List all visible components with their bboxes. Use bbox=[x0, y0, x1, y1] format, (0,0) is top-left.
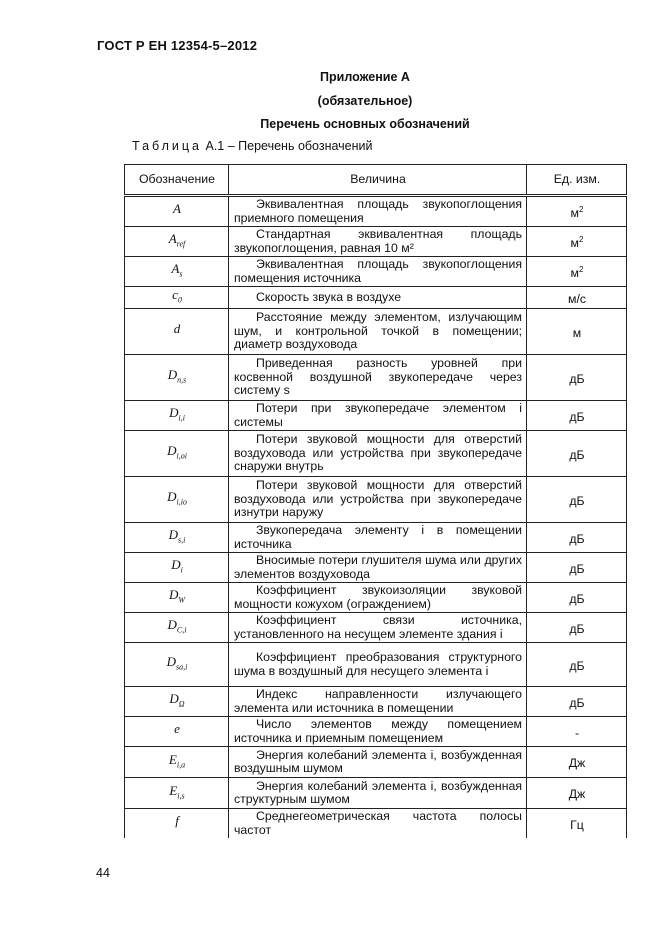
header-quantity: Величина bbox=[229, 165, 527, 196]
description-cell: Коэффициент связи источника, установленного на несущем элементе здания i bbox=[229, 613, 527, 643]
unit-cell bbox=[527, 431, 627, 477]
unit-text: дБ bbox=[569, 531, 585, 546]
unit-text: дБ bbox=[569, 409, 585, 424]
symbol-cell bbox=[125, 583, 229, 613]
unit-text: дБ bbox=[569, 561, 585, 576]
symbol-cell bbox=[125, 196, 229, 227]
unit-cell bbox=[527, 809, 627, 839]
unit-text: дБ bbox=[569, 591, 585, 606]
symbol-subscript: Ω bbox=[178, 699, 185, 709]
symbol-letter: D bbox=[167, 617, 177, 633]
unit-text: дБ bbox=[569, 447, 585, 462]
symbol-subscript: i,i bbox=[178, 413, 185, 423]
symbol-letter: e bbox=[174, 721, 180, 737]
symbol-letter: D bbox=[167, 367, 178, 383]
unit-cell bbox=[527, 747, 627, 778]
symbol-cell bbox=[125, 257, 229, 287]
symbol-letter: D bbox=[168, 587, 179, 603]
symbol-subscript: i bbox=[180, 565, 183, 575]
description-cell: Потери звуковой мощности для отверстий воздуховода или устройства при звукопередаче снаружи внутрь bbox=[229, 431, 527, 477]
table-row bbox=[125, 477, 627, 523]
symbol-letter: c bbox=[172, 287, 178, 302]
table-row bbox=[125, 257, 627, 287]
symbol-cell bbox=[125, 613, 229, 643]
unit-text: м bbox=[570, 235, 579, 250]
unit-text: м bbox=[570, 205, 579, 220]
standard-header: ГОСТ Р ЕН 12354-5–2012 bbox=[97, 38, 258, 53]
unit-cell bbox=[527, 643, 627, 687]
appendix-status: (обязательное) bbox=[317, 94, 413, 108]
symbol-letter: E bbox=[169, 782, 178, 798]
symbol-letter: D bbox=[169, 691, 179, 707]
table-row bbox=[125, 553, 627, 583]
description-cell: Коэффициент звукоизоляции звуковой мощности кожухом (ограждением) bbox=[229, 583, 527, 613]
symbol-cell bbox=[125, 643, 229, 687]
symbol-subscript: i,oi bbox=[176, 451, 187, 461]
description-cell: Звукопередача элементу i в помещении источника bbox=[229, 523, 527, 553]
unit-text: дБ bbox=[569, 658, 585, 673]
unit-cell bbox=[527, 287, 627, 309]
unit-cell bbox=[527, 778, 627, 809]
symbol-letter: D bbox=[171, 557, 181, 573]
symbol-letter: D bbox=[166, 654, 177, 670]
unit-text: м bbox=[572, 325, 582, 340]
table-row bbox=[125, 747, 627, 778]
unit-text: м bbox=[570, 265, 579, 280]
table-row bbox=[125, 613, 627, 643]
description-cell: Энергия колебаний элемента i, возбужденная воздушным шумом bbox=[229, 747, 527, 778]
symbol-subscript: i,io bbox=[176, 497, 187, 507]
table-row bbox=[125, 809, 627, 839]
unit-text: дБ bbox=[569, 371, 585, 386]
symbol-subscript: i,s bbox=[177, 791, 185, 801]
table-body bbox=[125, 196, 627, 839]
description-cell: Приведенная разность уровней при косвенной воздушной звукопередаче через систему s bbox=[229, 355, 527, 401]
table-row bbox=[125, 431, 627, 477]
unit-text: м/с bbox=[567, 291, 587, 306]
symbol-letter: D bbox=[168, 527, 179, 543]
unit-cell bbox=[527, 613, 627, 643]
unit-cell bbox=[527, 477, 627, 523]
symbol-letter: A bbox=[171, 260, 180, 276]
symbols-table bbox=[124, 164, 627, 838]
symbol-letter: D bbox=[169, 405, 179, 421]
unit-superscript: 2 bbox=[579, 264, 584, 274]
symbol-letter: f bbox=[175, 813, 179, 829]
table-row bbox=[125, 687, 627, 717]
unit-cell bbox=[527, 717, 627, 747]
symbol-subscript: C,i bbox=[176, 625, 187, 635]
symbol-cell bbox=[125, 477, 229, 523]
table-row bbox=[125, 309, 627, 355]
symbol-letter: D bbox=[167, 443, 177, 459]
appendix-heading: Перечень основных обозначений bbox=[260, 117, 470, 131]
appendix-title: Приложение А bbox=[320, 70, 410, 84]
symbol-cell bbox=[125, 687, 229, 717]
table-row bbox=[125, 401, 627, 431]
symbol-subscript: W bbox=[178, 595, 186, 605]
symbol-cell bbox=[125, 717, 229, 747]
table-row bbox=[125, 583, 627, 613]
description-cell: Число элементов между помещением источника и приемным помещением bbox=[229, 717, 527, 747]
description-cell: Потери при звукопередаче элементом i системы bbox=[229, 401, 527, 431]
unit-cell bbox=[527, 687, 627, 717]
symbol-cell bbox=[125, 747, 229, 778]
unit-cell bbox=[527, 553, 627, 583]
table-row bbox=[125, 778, 627, 809]
table-header-row bbox=[125, 165, 627, 196]
table-caption-prefix: Таблица bbox=[132, 139, 203, 153]
unit-text: Гц bbox=[570, 817, 584, 832]
description-cell: Вносимые потери глушителя шума или других элементов воздуховода bbox=[229, 553, 527, 583]
description-cell: Коэффициент преобразования структурного шума в воздушный для несущего элемента i bbox=[229, 643, 527, 687]
unit-cell bbox=[527, 309, 627, 355]
description-cell: Эквивалентная площадь звукопоглощения приемного помещения bbox=[229, 196, 527, 227]
symbol-letter: A bbox=[173, 200, 181, 216]
unit-text: Дж bbox=[568, 787, 586, 802]
page-number: 44 bbox=[96, 866, 110, 880]
symbol-subscript: 0 bbox=[177, 295, 182, 305]
unit-superscript: 2 bbox=[579, 234, 584, 244]
description-cell: Среднегеометрическая частота полосы частот bbox=[229, 809, 527, 839]
table-caption-rest: А.1 – Перечень обозначений bbox=[205, 139, 373, 153]
symbol-cell bbox=[125, 809, 229, 839]
unit-text: дБ bbox=[569, 493, 585, 508]
symbol-subscript: n,s bbox=[177, 375, 187, 385]
symbol-cell bbox=[125, 309, 229, 355]
symbol-letter: A bbox=[168, 230, 177, 246]
table-row bbox=[125, 523, 627, 553]
description-cell: Потери звуковой мощности для отверстий воздуховода или устройства при звукопередаче изнутри наружу bbox=[229, 477, 527, 523]
table-row bbox=[125, 287, 627, 309]
header-unit: Ед. изм. bbox=[527, 165, 627, 196]
description-cell: Стандартная эквивалентная площадь звукопоглощения, равная 10 м² bbox=[229, 227, 527, 257]
symbol-subscript: sa,i bbox=[176, 662, 188, 672]
symbol-cell bbox=[125, 401, 229, 431]
symbol-cell bbox=[125, 778, 229, 809]
symbol-cell bbox=[125, 553, 229, 583]
table-row bbox=[125, 227, 627, 257]
table-row bbox=[125, 196, 627, 227]
table-caption bbox=[132, 139, 373, 153]
symbol-cell bbox=[125, 355, 229, 401]
header-symbol: Обозначение bbox=[125, 165, 229, 196]
unit-cell bbox=[527, 257, 627, 287]
description-cell: Скорость звука в воздухе bbox=[229, 287, 527, 309]
unit-cell bbox=[527, 227, 627, 257]
unit-superscript: 2 bbox=[579, 204, 584, 214]
unit-text: Дж bbox=[568, 756, 586, 771]
unit-text: дБ bbox=[569, 695, 585, 710]
symbol-subscript: s bbox=[179, 269, 183, 279]
symbol-cell bbox=[125, 287, 229, 309]
table-row bbox=[125, 355, 627, 401]
unit-text: дБ bbox=[569, 621, 585, 636]
description-cell: Индекс направленности излучающего элемента или источника в помещении bbox=[229, 687, 527, 717]
unit-cell bbox=[527, 401, 627, 431]
symbol-letter: D bbox=[167, 489, 177, 505]
symbol-subscript: s,i bbox=[178, 535, 186, 545]
symbol-cell bbox=[125, 431, 229, 477]
symbol-cell bbox=[125, 227, 229, 257]
unit-cell bbox=[527, 583, 627, 613]
symbol-letter: d bbox=[173, 321, 181, 337]
unit-cell bbox=[527, 196, 627, 227]
symbol-subscript: ref bbox=[176, 239, 186, 249]
table-row bbox=[125, 717, 627, 747]
symbol-letter: E bbox=[168, 751, 177, 767]
description-cell: Расстояние между элементом, излучающим шум, и контрольной точкой в помещении; диаметр воздуховода bbox=[229, 309, 527, 355]
symbol-subscript: i,a bbox=[176, 760, 186, 770]
description-cell: Эквивалентная площадь звукопоглощения помещения источника bbox=[229, 257, 527, 287]
description-cell: Энергия колебаний элемента i, возбужденная структурным шумом bbox=[229, 778, 527, 809]
unit-cell bbox=[527, 523, 627, 553]
unit-cell bbox=[527, 355, 627, 401]
symbol-cell bbox=[125, 523, 229, 553]
unit-text: - bbox=[574, 725, 580, 740]
table-row bbox=[125, 643, 627, 687]
